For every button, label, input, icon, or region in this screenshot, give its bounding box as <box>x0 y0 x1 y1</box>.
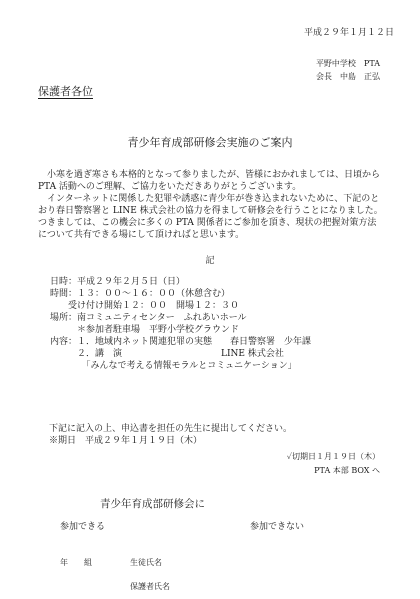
pta-president: 会長 中島 正弘 <box>316 72 380 81</box>
body-line: インターネットに関係した犯罪や誘惑に青少年が巻き込まれないために、下記のと <box>38 194 380 204</box>
body-line: について共有できる場にして頂ければと思います。 <box>38 230 245 240</box>
ki-heading: 記 <box>205 256 215 266</box>
detail-line: 「みんなで考える情報モラルとコミュニケーション」 <box>50 361 297 371</box>
attend-option[interactable]: 参加できる <box>60 522 106 532</box>
body-line: つきましては、この機会に多くの PTA 関係者にご参加を頂き、現状の把握対策方法 <box>38 218 377 228</box>
event-details <box>50 276 311 372</box>
detail-line: ２．講 演 LINE 株式会社 <box>50 349 284 359</box>
detail-line: 日時：平成２９年２月５日（日） <box>50 277 186 287</box>
issue-date: 平成２９年１月１２日 <box>303 28 394 38</box>
document-title: 青少年育成部研修会実施のご案内 <box>127 136 293 149</box>
form-title: 青少年育成部研修会に <box>100 498 205 510</box>
body-line: PTA 活動へのご理解、ご協力をいただきありがとうございます。 <box>38 182 302 192</box>
detail-line: 受け付け開始１２：００ 開場１２：３０ <box>50 301 240 311</box>
not-attend-option[interactable]: 参加できない <box>250 522 305 532</box>
cutoff-note: ✓切期日１月１９日（木） <box>286 452 380 461</box>
school-pta: 平野中学校 PTA <box>315 59 380 68</box>
student-name-field[interactable]: 生徒氏名 <box>130 558 162 567</box>
addressee: 保護者各位 <box>38 85 93 98</box>
instruction-line: ※期日 平成２９年１月１９日（木） <box>40 436 203 446</box>
submission-instructions <box>40 423 292 447</box>
detail-line: 内容：１．地域内ネット関連犯罪の実態 春日警察署 少年課 <box>50 337 312 347</box>
body-paragraph <box>38 169 383 241</box>
grade-class-field[interactable]: 年 組 <box>60 558 92 567</box>
submission-box: PTA 本部 BOX へ <box>314 466 380 475</box>
instruction-line: 下記に記入の上、申込書を担任の先生に提出してください。 <box>40 424 293 434</box>
detail-line: 場所：南コミュニティセンター ふれあいホール <box>50 313 247 323</box>
body-line: 小寒を過ぎ寒さも本格的となって参りましたが、皆様におかれましては、日頃から <box>38 170 381 180</box>
detail-line: 時間：１３：００～１６：００（休憩含む） <box>50 289 231 299</box>
detail-line: ＊参加者駐車場 平野小学校グラウンド <box>50 325 240 335</box>
guardian-name-field[interactable]: 保護者氏名 <box>130 582 170 591</box>
body-line: おり春日警察署と LINE 株式会社の協力を得まして研修会を行うことになりました。 <box>38 206 383 216</box>
